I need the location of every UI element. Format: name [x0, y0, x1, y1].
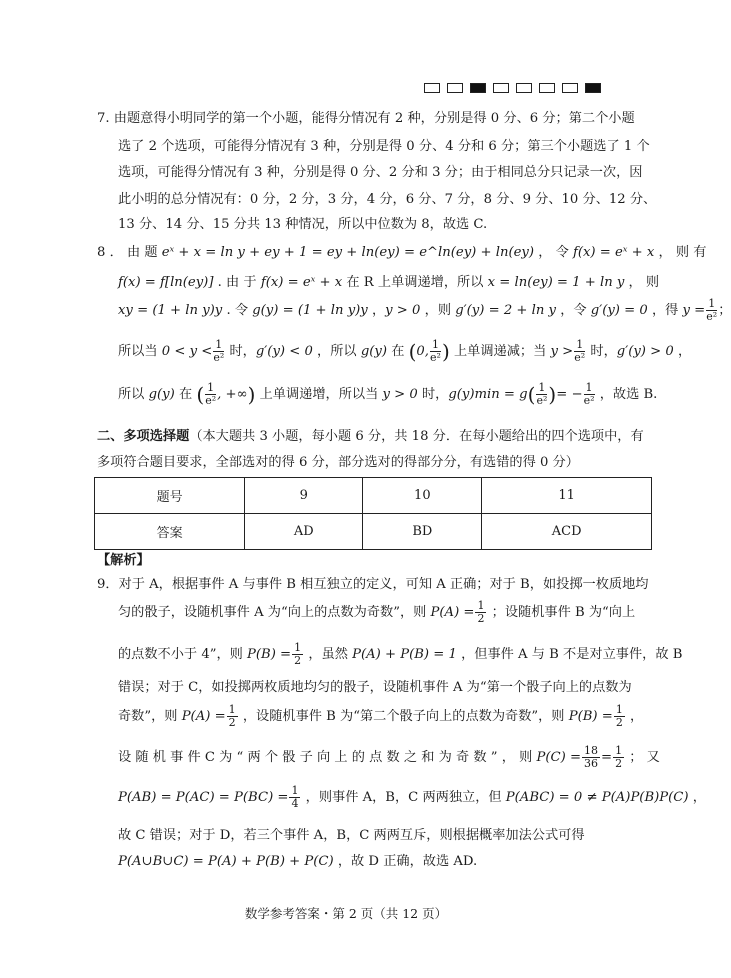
q8-text: 所以当 — [118, 344, 162, 360]
q8-formula: eˣ + x = ln y + ey + 1 = ey + ln(ey) = e^ln(ey) + ln(ey) — [161, 245, 534, 260]
page-marker — [516, 83, 532, 93]
fraction — [582, 745, 600, 770]
fraction-denominator: 2 — [477, 612, 485, 626]
table-cell: 11 — [482, 478, 652, 514]
section-desc: （本大题共 3 小题，每小题 6 分，共 18 分．在每小题给出的四个选项中，有 — [189, 429, 644, 444]
fraction-numerator: 1 — [576, 338, 584, 351]
page-marker-filled — [585, 83, 601, 93]
fraction-denominator: e² — [213, 351, 225, 365]
q9-formula: P(A) = — [430, 605, 475, 621]
q8-formula: g(y) — [360, 344, 387, 360]
q9-line-4: 错误；对于 C，如投掷两枚质地均匀的骰子，设随机事件 A 为“第一个骰子向上的点数为 — [118, 680, 632, 695]
fraction-numerator: 1 — [615, 744, 623, 757]
q8-text: ，令 — [556, 303, 591, 319]
page-footer: 数学参考答案・第 2 页（共 12 页） — [244, 906, 448, 921]
q8-formula: x = ln(ey) = 1 + ln y — [487, 275, 625, 290]
fraction-denominator: 4 — [291, 797, 299, 811]
paren-open: ( — [527, 382, 536, 407]
paren-open: ( — [408, 339, 417, 364]
q8-formula: g′(y) = 0 — [590, 303, 648, 319]
q8-text: ， — [367, 303, 386, 319]
q8-text: ， 则 — [624, 275, 660, 290]
q9-text: ，设随机事件 B 为“第二个骰子向上的点数为奇数”，则 — [238, 709, 569, 725]
q9-formula: P(ABC) = 0 ≠ P(A)P(B)P(C) — [505, 790, 689, 806]
fraction-denominator: e² — [430, 351, 441, 365]
page-marker — [539, 83, 555, 93]
q8-text: 上单调递减；当 — [449, 344, 551, 360]
table-cell: 10 — [363, 478, 482, 514]
q8-formula: y > 0 — [382, 387, 418, 403]
q8-formula: g(y)min = g — [448, 387, 528, 403]
q9-text: ；设随机事件 B 为“向上 — [487, 605, 636, 621]
fraction-denominator: 2 — [615, 716, 623, 730]
fraction — [614, 704, 625, 729]
q7-line-4: 此小明的总分情况有：0 分，2 分，3 分，4 分，6 分、7 分，8 分、9 分、10 分、12 分、 — [118, 192, 657, 207]
q9-text: 的点数不小于 4”，则 — [118, 647, 248, 663]
paren-close: ) — [247, 382, 256, 407]
fraction-denominator: 2 — [294, 654, 302, 668]
fraction-denominator: 2 — [615, 757, 623, 771]
fraction — [584, 382, 595, 407]
fraction-numerator: 1 — [615, 703, 623, 716]
q8-text: . 由 于 — [213, 275, 261, 290]
q9-text: 设 随 机 事 件 C 为 “ 两 个 骰 子 向 上 的 点 数 之 和 为 奇 数 ” ， 则 — [118, 750, 537, 766]
q8-text: 8 ． 由 题 — [97, 245, 162, 260]
q8-text: ， — [673, 344, 692, 360]
q9-text: 匀的骰子，设随机事件 A 为“向上的点数为奇数”，则 — [118, 605, 431, 621]
q8-text: ， 令 — [534, 245, 573, 260]
fraction-denominator: e² — [574, 351, 586, 365]
fraction — [213, 339, 224, 364]
q8-text: 在 — [174, 387, 197, 403]
q9-line-5 — [118, 704, 643, 729]
q8-text: . 令 — [222, 303, 253, 319]
fraction-denominator: 2 — [228, 716, 236, 730]
fraction — [536, 382, 547, 407]
q7-line-5: 13 分、14 分、15 分共 13 种情况，所以中位数为 8，故选 C. — [118, 217, 488, 232]
q9-line-6 — [118, 745, 660, 770]
q8-formula: f(x) = eˣ + x — [260, 275, 343, 290]
q9-text: ， — [688, 790, 706, 806]
table-cell: BD — [363, 514, 482, 550]
q9-formula: P(AB) = P(AC) = P(BC) = — [118, 790, 289, 806]
table-cell: 答案 — [95, 514, 245, 550]
q8-formula: y > 0 — [385, 303, 421, 319]
q8-text: 时， — [225, 344, 256, 360]
fraction-numerator: 1 — [431, 338, 439, 351]
q9-formula: P(A) = — [181, 709, 226, 725]
q8-formula: 0, — [416, 344, 429, 360]
fraction — [430, 339, 441, 364]
fraction — [227, 704, 238, 729]
table-cell: AD — [245, 514, 363, 550]
fraction — [574, 339, 585, 364]
fraction-denominator: e² — [205, 394, 217, 408]
q9-text: ； 又 — [625, 750, 660, 766]
q8-text: ， 则 有 — [654, 245, 707, 260]
fraction — [205, 382, 216, 407]
q9-line-2 — [118, 600, 635, 625]
fraction-numerator: 1 — [215, 338, 223, 351]
q8-text: 时， — [586, 344, 617, 360]
q8-formula: f(x) = eˣ + x — [572, 245, 655, 260]
section-2-header — [97, 425, 644, 444]
fraction-numerator: 1 — [291, 784, 299, 797]
section-title: 二、多项选择题 — [97, 429, 190, 444]
fraction — [706, 298, 717, 323]
q9-text: ，但事件 A 与 B 不是对立事件，故 B — [456, 647, 683, 663]
q8-formula: y = — [682, 303, 706, 319]
q8-text: 所以 — [118, 387, 149, 403]
q9-line-1: 9．对于 A，根据事件 A 与事件 B 相互独立的定义，可知 A 正确；对于 B，如投掷一枚质地均 — [97, 577, 649, 592]
q9-text: ，则事件 A，B，C 两两独立，但 — [301, 790, 506, 806]
fraction — [292, 642, 303, 667]
q8-text: ； — [718, 303, 731, 319]
q7-line-2: 选了 2 个选项，可能得分情况有 3 种，分别是得 0 分、4 分和 6 分；第三个小题选了 1 个 — [118, 139, 650, 154]
fraction-denominator: e² — [706, 310, 718, 324]
page-marker — [493, 83, 509, 93]
table-row — [95, 514, 652, 550]
fraction-numerator: 18 — [584, 744, 598, 757]
q7-line-3: 选项，可能得分情况有 3 种，分别是得 0 分、2 分和 3 分；由于相同总分只记录一次，因 — [118, 165, 643, 180]
fraction-numerator: 1 — [207, 381, 215, 394]
q8-text: ，得 — [647, 303, 683, 319]
page-marker-filled — [470, 83, 486, 93]
fraction-numerator: 1 — [538, 381, 546, 394]
q9-formula: P(B) = — [568, 709, 613, 725]
fraction-numerator: 1 — [585, 381, 593, 394]
q9-line-7 — [118, 785, 706, 810]
q9-formula: = — [601, 750, 613, 766]
fraction-denominator: e² — [536, 394, 548, 408]
q7-line-1: 7. 由题意得小明同学的第一个小题，能得分情况有 2 种，分别是得 0 分、6 分；第二个小题 — [97, 111, 635, 126]
q8-text: 上单调递增，所以当 — [255, 387, 383, 403]
fraction-numerator: 1 — [294, 641, 302, 654]
paren-close: ) — [548, 382, 557, 407]
paren-open: ( — [196, 382, 205, 407]
q9-text: ，故 D 正确，故选 AD. — [333, 854, 478, 869]
q9-text: ， — [625, 709, 644, 725]
q8-text: ，故选 B. — [595, 387, 658, 403]
q8-formula: g′(y) = 2 + ln y — [455, 303, 556, 319]
q9-text: ，虽然 — [304, 647, 353, 663]
q9-line-9 — [118, 850, 477, 869]
q8-line-4 — [118, 339, 691, 364]
fraction-numerator: 1 — [228, 703, 236, 716]
q9-formula: P(A∪B∪C) = P(A) + P(B) + P(C) — [118, 854, 334, 869]
q9-formula: P(C) = — [536, 750, 581, 766]
q8-text: 在 — [387, 344, 409, 360]
q8-formula: , +∞ — [217, 387, 248, 403]
page-marker — [424, 83, 440, 93]
q8-formula: 0 < y < — [161, 344, 213, 360]
q8-formula: f(x) = f[ln(ey)] — [118, 275, 214, 290]
q9-formula: P(B) = — [247, 647, 292, 663]
q9-text: 奇数”，则 — [118, 709, 182, 725]
q9-formula: P(A) + P(B) = 1 — [352, 647, 457, 663]
q8-formula: xy = (1 + ln y)y — [118, 303, 223, 319]
q8-formula: g(y) — [148, 387, 175, 403]
table-cell: 题号 — [95, 478, 245, 514]
q9-line-3 — [118, 642, 682, 667]
q8-text: 时， — [417, 387, 449, 403]
q8-line-2 — [118, 271, 659, 290]
paren-close: ) — [441, 339, 450, 364]
section-2-desc-2: 多项符合题目要求，全部选对的得 6 分，部分选对的得部分分，有选错的得 0 分） — [97, 455, 579, 470]
q8-text: 在 R 上单调递增，所以 — [342, 275, 488, 290]
page-marker — [447, 83, 463, 93]
analysis-label: 【解析】 — [97, 553, 150, 568]
q8-formula: = − — [556, 387, 583, 403]
fraction — [613, 745, 624, 770]
q8-formula: y > — [550, 344, 574, 360]
fraction — [475, 600, 486, 625]
fraction-denominator: e² — [583, 394, 595, 408]
q8-formula: g′(y) < 0 — [255, 344, 313, 360]
table-row — [95, 478, 652, 514]
fraction-denominator: 36 — [584, 757, 598, 771]
q8-text: ，所以 — [312, 344, 361, 360]
q8-formula: g′(y) > 0 — [616, 344, 674, 360]
table-cell: ACD — [482, 514, 652, 550]
q8-line-5 — [118, 382, 657, 407]
fraction-numerator: 1 — [477, 599, 485, 612]
page-marker-strip — [424, 83, 601, 93]
answer-table — [94, 477, 652, 550]
table-cell: 9 — [245, 478, 363, 514]
fraction — [289, 785, 300, 810]
q8-line-3 — [118, 298, 731, 323]
page-marker — [562, 83, 578, 93]
q9-line-8: 故 C 错误；对于 D，若三个事件 A，B，C 两两互斥，则根据概率加法公式可得 — [118, 828, 585, 843]
q8-formula: g(y) = (1 + ln y)y — [252, 303, 368, 319]
q8-line-1 — [97, 241, 707, 260]
fraction-numerator: 1 — [708, 297, 716, 310]
q8-text: ，则 — [420, 303, 456, 319]
